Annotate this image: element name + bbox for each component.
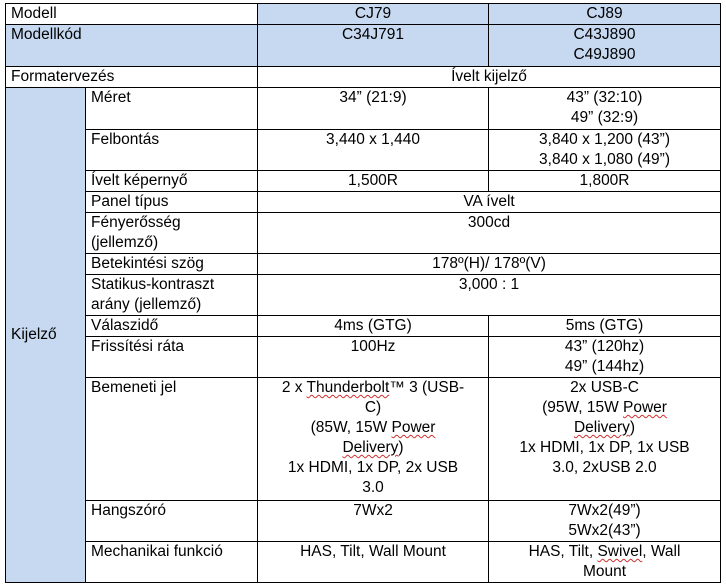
row-mechanical bbox=[6, 542, 721, 583]
value-line: 1x HDMI, 1x DP, 2x USB bbox=[287, 459, 459, 476]
model-code-cj79: C34J791 bbox=[258, 25, 489, 67]
design-label: Formatervezés bbox=[6, 67, 258, 88]
text-part: 2 x bbox=[281, 379, 307, 396]
panel-value: VA ívelt bbox=[258, 192, 721, 213]
row-size bbox=[6, 88, 721, 130]
text-part: ) bbox=[398, 439, 404, 456]
contrast-value: 3,000 : 1 bbox=[258, 275, 721, 316]
text-part: Delivery bbox=[342, 439, 399, 456]
value-line bbox=[263, 418, 483, 438]
mechanical-label: Mechanikai funkció bbox=[86, 542, 258, 583]
row-model-code bbox=[6, 25, 721, 67]
value-line: 49” (144hz) bbox=[564, 358, 645, 375]
row-speaker bbox=[6, 501, 721, 542]
model-cj79: CJ79 bbox=[258, 4, 489, 25]
speaker-cj79: 7Wx2 bbox=[258, 501, 489, 542]
resolution-label: Felbontás bbox=[86, 130, 258, 171]
size-cj79: 34” (21:9) bbox=[258, 88, 489, 130]
code-line: C49J890 bbox=[573, 46, 636, 63]
spec-table bbox=[5, 3, 721, 583]
value-line: 3.0 bbox=[362, 479, 384, 496]
row-response bbox=[6, 316, 721, 337]
model-code-cj89 bbox=[489, 25, 721, 67]
row-resolution bbox=[6, 130, 721, 171]
viewing-angle-label: Betekintési szög bbox=[86, 254, 258, 275]
value-line bbox=[263, 438, 483, 458]
row-refresh bbox=[6, 337, 721, 378]
text-part: ™ 3 (USB- bbox=[389, 379, 465, 396]
resolution-cj89 bbox=[489, 130, 721, 171]
panel-label: Panel típus bbox=[86, 192, 258, 213]
row-design bbox=[6, 67, 721, 88]
code-line: C43J890 bbox=[573, 26, 636, 43]
value-line bbox=[494, 542, 715, 562]
label-line: Fényerősség bbox=[91, 214, 181, 231]
row-contrast bbox=[6, 275, 721, 316]
value-line: C) bbox=[364, 399, 382, 416]
mechanical-cj79: HAS, Tilt, Wall Mount bbox=[258, 542, 489, 583]
row-input bbox=[6, 378, 721, 501]
value-line: 3,840 x 1,080 (49”) bbox=[539, 151, 670, 168]
value-line: 49” (32:9) bbox=[570, 109, 639, 126]
label-line: Statikus-kontraszt bbox=[91, 276, 215, 293]
value-line: 1x HDMI, 1x DP, 1x USB bbox=[519, 439, 690, 456]
mechanical-cj89 bbox=[489, 542, 721, 583]
row-brightness bbox=[6, 213, 721, 254]
response-label: Válaszidő bbox=[86, 316, 258, 337]
refresh-label: Frissítési ráta bbox=[86, 337, 258, 378]
text-part: ) bbox=[629, 419, 636, 436]
input-label: Bemeneti jel bbox=[86, 378, 258, 501]
viewing-angle-value: 178º(H)/ 178º(V) bbox=[258, 254, 721, 275]
brightness-label bbox=[86, 213, 258, 254]
refresh-cj89 bbox=[489, 337, 721, 378]
design-value: Ívelt kijelző bbox=[258, 67, 721, 88]
text-part: Swivel bbox=[597, 543, 643, 560]
text-part: Power bbox=[391, 419, 436, 436]
speaker-cj89 bbox=[489, 501, 721, 542]
value-line: 3,840 x 1,200 (43”) bbox=[539, 131, 670, 148]
value-line bbox=[494, 398, 715, 418]
value-line: 7Wx2(49”) bbox=[568, 502, 641, 519]
row-model bbox=[6, 4, 721, 25]
text-part: (85W, 15W bbox=[310, 419, 392, 436]
label-line: arány (jellemző) bbox=[91, 296, 202, 313]
refresh-cj79: 100Hz bbox=[258, 337, 489, 378]
value-line: 43” (32:10) bbox=[566, 89, 643, 106]
display-group-label: Kijelző bbox=[6, 88, 86, 583]
value-line: 2x USB-C bbox=[570, 379, 639, 396]
size-cj89 bbox=[489, 88, 721, 130]
size-label: Méret bbox=[86, 88, 258, 130]
row-viewing-angle bbox=[6, 254, 721, 275]
model-cj89: CJ89 bbox=[489, 4, 721, 25]
curved-label: Ívelt képernyő bbox=[86, 171, 258, 192]
value-line: 43” (120hz) bbox=[564, 338, 645, 355]
input-cj79 bbox=[258, 378, 489, 501]
curved-cj89: 1,800R bbox=[489, 171, 721, 192]
value-line: 5Wx2(43”) bbox=[568, 522, 641, 539]
value-line bbox=[494, 418, 715, 438]
text-part: (95W, 15W bbox=[542, 399, 624, 416]
model-label: Modell bbox=[6, 4, 258, 25]
text-part: Power bbox=[623, 399, 667, 416]
text-part: HAS, Tilt, bbox=[528, 543, 598, 560]
row-curved bbox=[6, 171, 721, 192]
resolution-cj79: 3,440 x 1,440 bbox=[258, 130, 489, 171]
value-line: 3.0, 2xUSB 2.0 bbox=[552, 459, 657, 476]
response-cj79: 4ms (GTG) bbox=[258, 316, 489, 337]
text-part: , Wall bbox=[642, 543, 681, 560]
model-code-label: Modellkód bbox=[6, 25, 258, 67]
input-cj89 bbox=[489, 378, 721, 501]
curved-cj79: 1,500R bbox=[258, 171, 489, 192]
label-line: (jellemző) bbox=[91, 234, 159, 251]
value-line bbox=[263, 378, 483, 398]
contrast-label bbox=[86, 275, 258, 316]
row-panel bbox=[6, 192, 721, 213]
response-cj89: 5ms (GTG) bbox=[489, 316, 721, 337]
brightness-value: 300cd bbox=[258, 213, 721, 254]
speaker-label: Hangszóró bbox=[86, 501, 258, 542]
text-part: Delivery bbox=[573, 419, 630, 436]
text-part: Thunderbolt bbox=[306, 379, 390, 396]
value-line: Mount bbox=[582, 563, 627, 580]
